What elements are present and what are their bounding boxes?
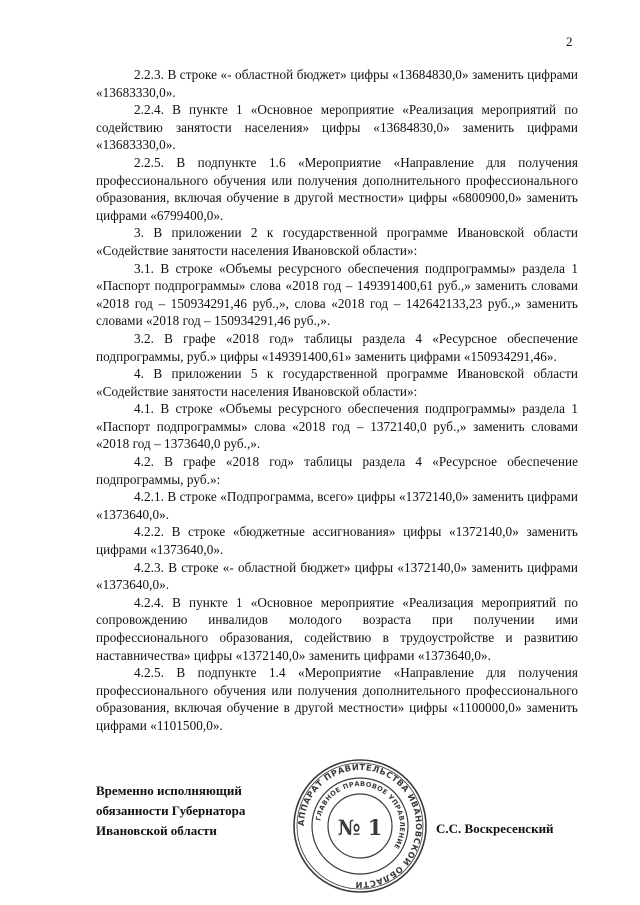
paragraph-4-1: 4.1. В строке «Объемы ресурсного обеспечения подпрограммы» раздела 1 «Паспорт подпрограммы» слова «2018 год – 1372140,0 руб.,» заменить словами «2018 год – 1373640,0 руб.,». bbox=[96, 401, 578, 452]
seal-inner-text: ГЛАВНОЕ ПРАВОВОЕ УПРАВЛЕНИЕ bbox=[314, 779, 407, 851]
signatory-title-line-3: Ивановской области bbox=[96, 823, 217, 838]
paragraph-4-2-1: 4.2.1. В строке «Подпрограмма, всего» цифры «1372140,0» заменить цифрами «1373640,0». bbox=[96, 489, 578, 522]
official-seal-stamp bbox=[290, 756, 430, 896]
signatory-title bbox=[96, 781, 245, 841]
paragraph-4-2-3: 4.2.3. В строке «- областной бюджет» цифры «1372140,0» заменить цифрами «1373640,0». bbox=[96, 559, 578, 593]
paragraph-4-2-5: 4.2.5. В подпункте 1.4 «Мероприятие «Направление для получения профессионального обучения или получения дополнительного профессионального образования, включая обучение в другой местности» цифры «1100000,0» заменить цифрами «1101500,0». bbox=[96, 665, 578, 733]
document-body bbox=[96, 66, 578, 735]
paragraph-4-2-4: 4.2.4. В пункте 1 «Основное мероприятие «Реализация мероприятий по сопровождению инвалидов молодого возраста при получении ими профессионального образования, содействию в трудоустройстве и развитию наставничества» цифры «1372140,0» заменить цифрами «1373640,0». bbox=[96, 594, 578, 663]
paragraph-4-2: 4.2. В графе «2018 год» таблицы раздела 4 «Ресурсное обеспечение подпрограммы, руб.»: bbox=[96, 454, 578, 487]
paragraph-4-2-2: 4.2.2. В строке «бюджетные ассигнования» цифры «1372140,0» заменить цифрами «1373640,0». bbox=[96, 524, 578, 558]
paragraph-2-2-4: 2.2.4. В пункте 1 «Основное мероприятие «Реализация мероприятий по содействию занятости населения» цифры «13684830,0» заменить цифрами «13683330,0». bbox=[96, 102, 578, 153]
paragraph-2-2-3: 2.2.3. В строке «- областной бюджет» цифры «13684830,0» заменить цифрами «13683330,0». bbox=[96, 67, 578, 100]
signatory-name: С.С. Воскресенский bbox=[436, 821, 554, 836]
signatory-title-line-2: обязанности Губернатора bbox=[96, 803, 246, 818]
page-number: 2 bbox=[566, 34, 573, 49]
paragraph-4: 4. В приложении 5 к государственной программе Ивановской области «Содействие занятости населения Ивановской области»: bbox=[96, 366, 578, 399]
paragraph-3-1: 3.1. В строке «Объемы ресурсного обеспечения подпрограммы» раздела 1 «Паспорт подпрограммы» слова «2018 год – 149391400,61 руб.,» заменить словами «2018 год – 150934291,46 руб.,», слова «2018 год – 142642133,23 руб.,» заменить словами «2018 год – 150934291,46 руб.,». bbox=[96, 260, 578, 329]
paragraph-2-2-5: 2.2.5. В подпункте 1.6 «Мероприятие «Направление для получения профессионального обучения или получения дополнительного профессионального образования, включая обучение в другой местности» цифры «6800900,0» заменить цифрами «6799400,0». bbox=[96, 154, 578, 223]
signatory-title-line-1: Временно исполняющий bbox=[96, 783, 242, 798]
seal-outer-text: АППАРАТ ПРАВИТЕЛЬСТВА ИВАНОВСКОЙ ОБЛАСТИ bbox=[295, 761, 425, 891]
paragraph-3-2: 3.2. В графе «2018 год» таблицы раздела 4 «Ресурсное обеспечение подпрограммы, руб.» цифры «149391400,61» заменить цифрами «150934291,46». bbox=[96, 330, 578, 364]
seal-number: № 1 bbox=[337, 815, 383, 840]
paragraph-3: 3. В приложении 2 к государственной программе Ивановской области «Содействие занятости населения Ивановской области»: bbox=[96, 225, 578, 258]
